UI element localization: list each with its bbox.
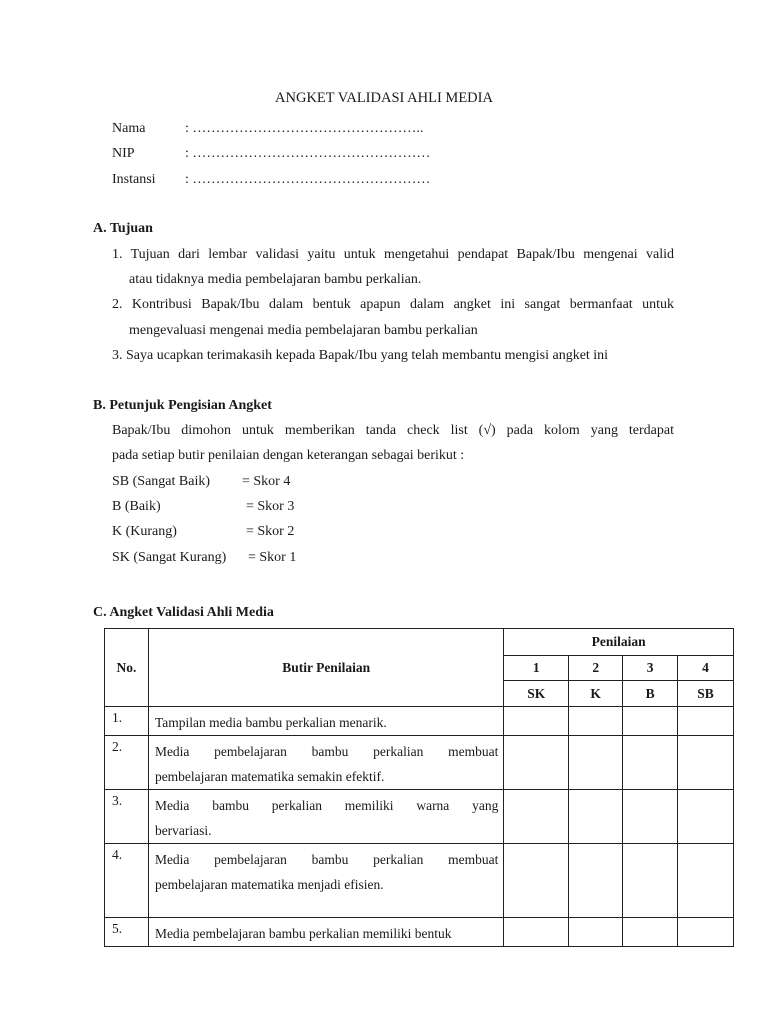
rating-cell-b[interactable] [623, 918, 678, 947]
rating-cell-k[interactable] [569, 790, 623, 844]
row-number: 4. [105, 844, 149, 918]
rating-cell-k[interactable] [569, 736, 623, 790]
rating-cell-sb[interactable] [678, 707, 734, 736]
page-title: ANGKET VALIDASI AHLI MEDIA [275, 90, 493, 106]
rating-cell-sb[interactable] [678, 844, 734, 918]
row-item-text-line1: Media pembelajaran bambu perkalian membuat [154, 744, 499, 759]
rating-cell-b[interactable] [623, 790, 678, 844]
header-butir-penilaian: Butir Penilaian [148, 629, 503, 707]
section-a-item-2-line2: mengevaluasi mengenai media pembelajaran bambu perkalian [129, 323, 478, 338]
rating-cell-b[interactable] [623, 844, 678, 918]
table-header-row [105, 629, 734, 656]
score-label-sk: SK (Sangat Kurang) [112, 550, 227, 565]
table-row [105, 707, 734, 736]
row-item-text-line1: Media pembelajaran bambu perkalian membuat [154, 852, 499, 867]
row-number: 5. [105, 918, 149, 947]
identity-label-instansi: Instansi [112, 172, 156, 187]
row-item-text-line2: pembelajaran matematika menjadi efisien. [154, 877, 384, 892]
rating-cell-sk[interactable] [504, 918, 569, 947]
scale-number-3: 3 [623, 656, 678, 681]
identity-label-nama: Nama [112, 121, 146, 136]
score-label-sb: SB (Sangat Baik) [112, 474, 210, 489]
identity-value-nip: : …………………………………………… [185, 146, 431, 161]
row-number: 2. [105, 736, 149, 790]
validation-table [104, 628, 734, 947]
section-a-item-3-line1: 3. Saya ucapkan terimakasih kepada Bapak/Ibu yang telah membantu mengisi angket ini [112, 348, 609, 363]
rating-cell-sk[interactable] [504, 707, 569, 736]
table-row [105, 918, 734, 947]
table-row [105, 844, 734, 918]
section-a-item-1-line2: atau tidaknya media pembelajaran bambu perkalian. [129, 272, 422, 287]
rating-cell-k[interactable] [569, 844, 623, 918]
score-label-b: B (Baik) [112, 499, 161, 514]
header-no: No. [105, 629, 149, 707]
row-item-text-line2: bervariasi. [154, 823, 212, 838]
identity-value-nama: : ………………………………………….. [185, 121, 424, 136]
row-item-text-line1: Media bambu perkalian memiliki warna yang [154, 798, 499, 813]
scale-code-sb: SB [678, 681, 734, 707]
section-b-paragraph-line2: pada setiap butir penilaian dengan keterangan sebagai berikut : [112, 448, 465, 463]
score-label-k: K (Kurang) [112, 524, 177, 539]
rating-cell-sb[interactable] [678, 790, 734, 844]
section-a-heading: A. Tujuan [93, 221, 153, 236]
score-value-sk: = Skor 1 [248, 550, 297, 565]
row-item-text: Tampilan media bambu perkalian menarik. [154, 715, 387, 730]
scale-code-b: B [623, 681, 678, 707]
row-item-text-line2: pembelajaran matematika semakin efektif. [154, 769, 385, 784]
section-c-heading: C. Angket Validasi Ahli Media [93, 605, 274, 620]
scale-code-k: K [569, 681, 623, 707]
table-row [105, 790, 734, 844]
score-value-k: = Skor 2 [246, 524, 295, 539]
rating-cell-sb[interactable] [678, 736, 734, 790]
row-item-text: Media pembelajaran bambu perkalian memiliki bentuk [154, 926, 452, 941]
row-number: 3. [105, 790, 149, 844]
header-penilaian: Penilaian [504, 629, 734, 656]
rating-cell-k[interactable] [569, 918, 623, 947]
rating-cell-k[interactable] [569, 707, 623, 736]
score-value-sb: = Skor 4 [242, 474, 291, 489]
scale-number-2: 2 [569, 656, 623, 681]
rating-cell-sk[interactable] [504, 790, 569, 844]
section-b-heading: B. Petunjuk Pengisian Angket [93, 398, 272, 413]
table-row [105, 736, 734, 790]
identity-value-instansi: : …………………………………………… [185, 172, 431, 187]
scale-number-1: 1 [504, 656, 569, 681]
scale-number-4: 4 [678, 656, 734, 681]
rating-cell-b[interactable] [623, 736, 678, 790]
rating-cell-b[interactable] [623, 707, 678, 736]
section-a-item-2-line1: 2. Kontribusi Bapak/Ibu dalam bentuk apapun dalam angket ini sangat bermanfaat untuk [112, 297, 674, 312]
scale-code-sk: SK [504, 681, 569, 707]
rating-cell-sb[interactable] [678, 918, 734, 947]
rating-cell-sk[interactable] [504, 844, 569, 918]
score-value-b: = Skor 3 [246, 499, 295, 514]
section-b-paragraph-line1: Bapak/Ibu dimohon untuk memberikan tanda check list (√) pada kolom yang terdapat [112, 423, 674, 438]
row-number: 1. [105, 707, 149, 736]
section-a-item-1-line1: 1. Tujuan dari lembar validasi yaitu untuk mengetahui pendapat Bapak/Ibu mengenai valid [112, 247, 674, 262]
identity-label-nip: NIP [112, 146, 135, 161]
rating-cell-sk[interactable] [504, 736, 569, 790]
